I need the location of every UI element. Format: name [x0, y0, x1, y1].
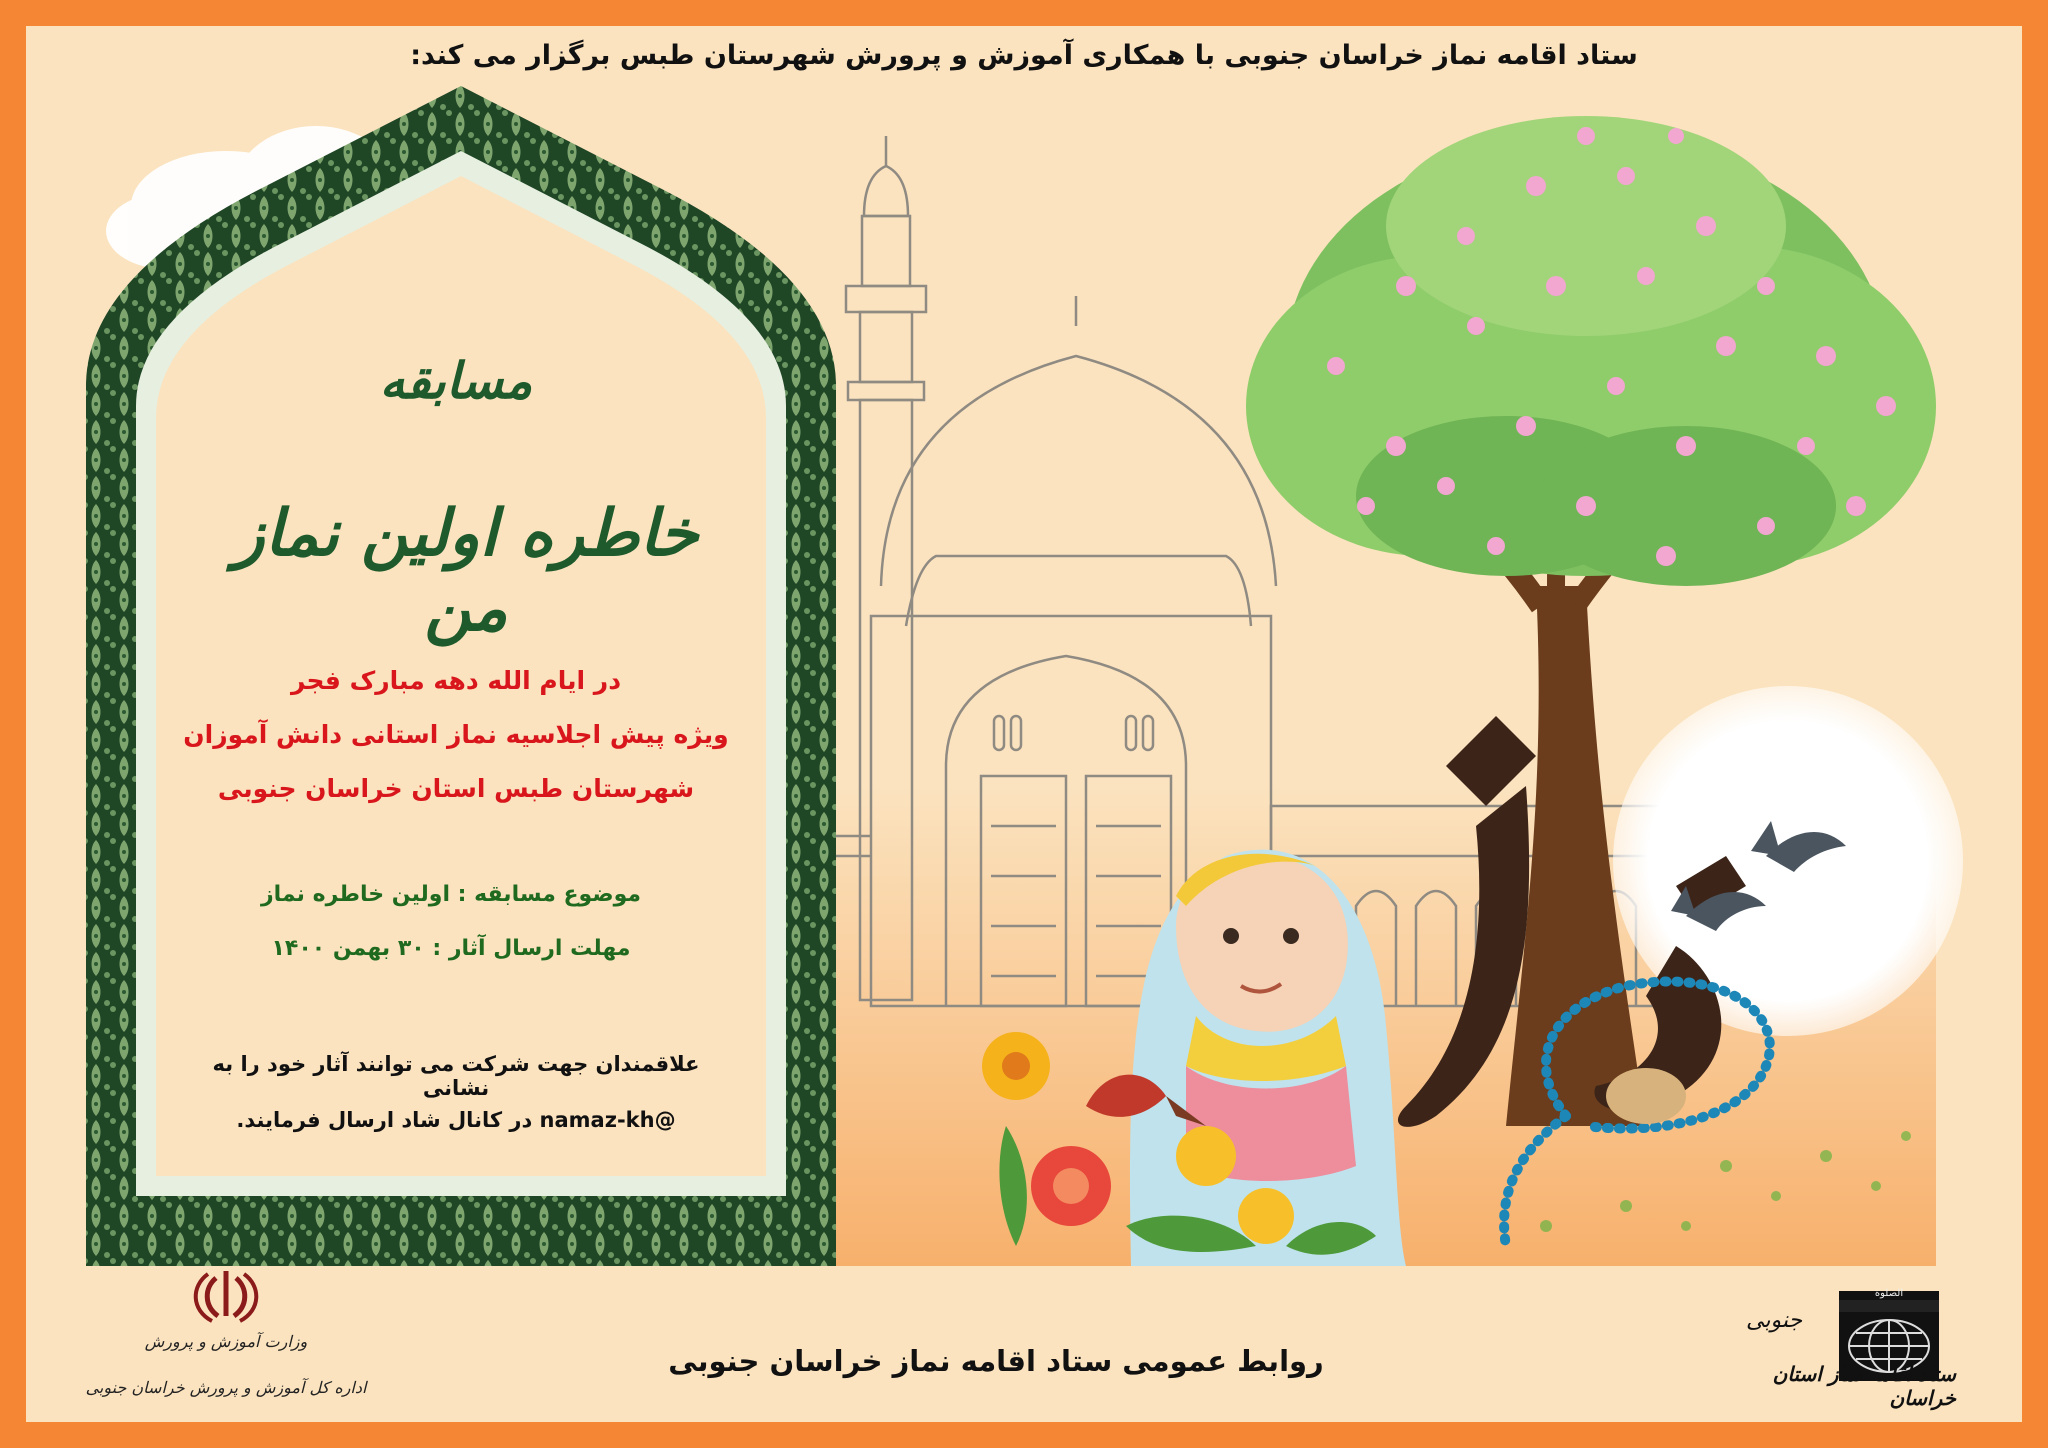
occasion-line: در ایام الله دهه مبارک فجر — [290, 666, 622, 695]
organizer-line: ستاد اقامه نماز خراسان جنوبی با همکاری آموزش و پرورش شهرستان طبس برگزار می کند: — [410, 40, 1638, 71]
directorate-name: اداره کل آموزش و پرورش خراسان جنوبی — [85, 1378, 367, 1397]
prayer-stone — [1606, 1068, 1686, 1124]
contest-title: خاطره اولین نماز من — [233, 496, 699, 646]
location-line: شهرستان طبس استان خراسان جنوبی — [217, 774, 695, 803]
kaaba-band-text: الصلوة — [1874, 1288, 1904, 1299]
invite-line-2: @namaz-kh در کانال شاد ارسال فرمایند. — [236, 1108, 676, 1132]
audience-line: ویژه پیش اجلاسیه نماز استانی دانش آموزان — [183, 720, 729, 749]
submission-deadline: مهلت ارسال آثار : ۳۰ بهمن ۱۴۰۰ — [271, 936, 631, 961]
public-relations-credit: روابط عمومی ستاد اقامه نماز خراسان جنوبی — [668, 1344, 1324, 1378]
staff-logo-line-2: ستاد اقامه نماز استان خراسان — [1772, 1362, 1956, 1410]
staff-logo-line-1: جنوبی — [1746, 1308, 1803, 1333]
contest-label: مسابقه — [379, 351, 533, 410]
invite-line-1: علاقمندان جهت شرکت می توانند آثار خود را به نشانی — [212, 1052, 700, 1100]
contest-topic: موضوع مسابقه : اولین خاطره نماز — [261, 882, 641, 907]
iran-emblem-icon — [186, 1266, 266, 1326]
ministry-name: وزارت آموزش و پرورش — [144, 1332, 308, 1351]
poster — [26, 26, 2022, 1422]
